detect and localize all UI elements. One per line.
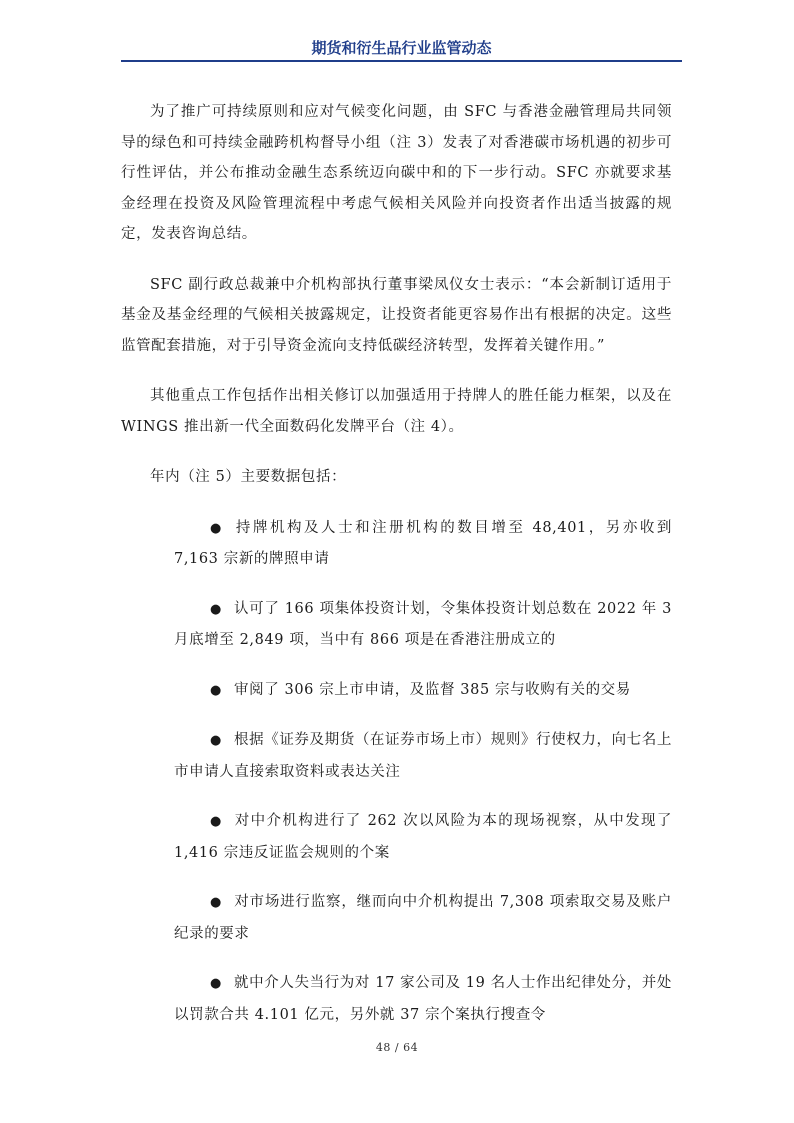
list-item	[121, 675, 672, 707]
header-divider	[121, 60, 682, 62]
list-item	[121, 513, 672, 575]
list-item-text: 持牌机构及人士和注册机构的数目增至 48,401，另亦收到 7,163 宗新的牌照申请	[174, 519, 672, 567]
paragraph-other-work: 其他重点工作包括作出相关修订以加强适用于持牌人的胜任能力框架，以及在 WINGS 推出新一代全面数码化发牌平台（注 4）。	[121, 388, 672, 435]
bullet-icon: ●	[210, 814, 222, 829]
document-body	[121, 97, 672, 1049]
list-item	[121, 887, 672, 949]
page-number: 48 / 64	[375, 1041, 419, 1054]
list-item	[121, 725, 672, 787]
bullet-icon: ●	[210, 976, 222, 991]
paragraph-quote: SFC 副行政总裁兼中介机构部执行董事梁凤仪女士表示：“本会新制订适用于基金及基金经理的气候相关披露规定，让投资者能更容易作出有根据的决定。这些监管配套措施，对于引导资金流向支持低碳经济转型，发挥着关键作用。”	[121, 276, 672, 354]
bullet-icon: ●	[210, 733, 222, 748]
paragraph-sustainability: 为了推广可持续原则和应对气候变化问题，由 SFC 与香港金融管理局共同领导的绿色和可持续金融跨机构督导小组（注 3）发表了对香港碳市场机遇的初步可行性评估，并公布推动金融生态系统迈向碳中和的下一步行动。SFC 亦就要求基金经理在投资及风险管理流程中考虑气候相关风险并向投资者作出适当披露的规定，发表咨询总结。	[121, 104, 672, 242]
list-item-text: 审阅了 306 宗上市申请，及监督 385 宗与收购有关的交易	[234, 681, 631, 698]
paragraph-key-data-intro: 年内（注 5）主要数据包括：	[150, 469, 347, 485]
key-data-list	[121, 513, 672, 1031]
page-header-title: 期货和衍生品行业监管动态	[311, 39, 492, 57]
bullet-icon: ●	[210, 682, 222, 698]
list-item	[121, 806, 672, 868]
list-item	[121, 594, 672, 656]
list-item-text: 认可了 166 项集体投资计划，令集体投资计划总数在 2022 年 3 月底增至 2,849 项，当中有 866 项是在香港注册成立的	[174, 600, 672, 648]
bullet-icon: ●	[210, 520, 222, 536]
list-item	[121, 968, 672, 1030]
list-item-text: 就中介人失当行为对 17 家公司及 19 名人士作出纪律处分，并处以罚款合共 4.101 亿元，另外就 37 宗个案执行搜查令	[174, 975, 672, 1023]
list-item-text: 对中介机构进行了 262 次以风险为本的现场视察，从中发现了 1,416 宗违反证监会规则的个案	[174, 813, 672, 861]
bullet-icon: ●	[210, 601, 222, 617]
list-item-text: 对市场进行监察，继而向中介机构提出 7,308 项索取交易及账户纪录的要求	[174, 894, 672, 942]
list-item-text: 根据《证券及期货（在证券市场上市）规则》行使权力，向七名上市申请人直接索取资料或表达关注	[174, 732, 672, 780]
bullet-icon: ●	[210, 895, 222, 910]
